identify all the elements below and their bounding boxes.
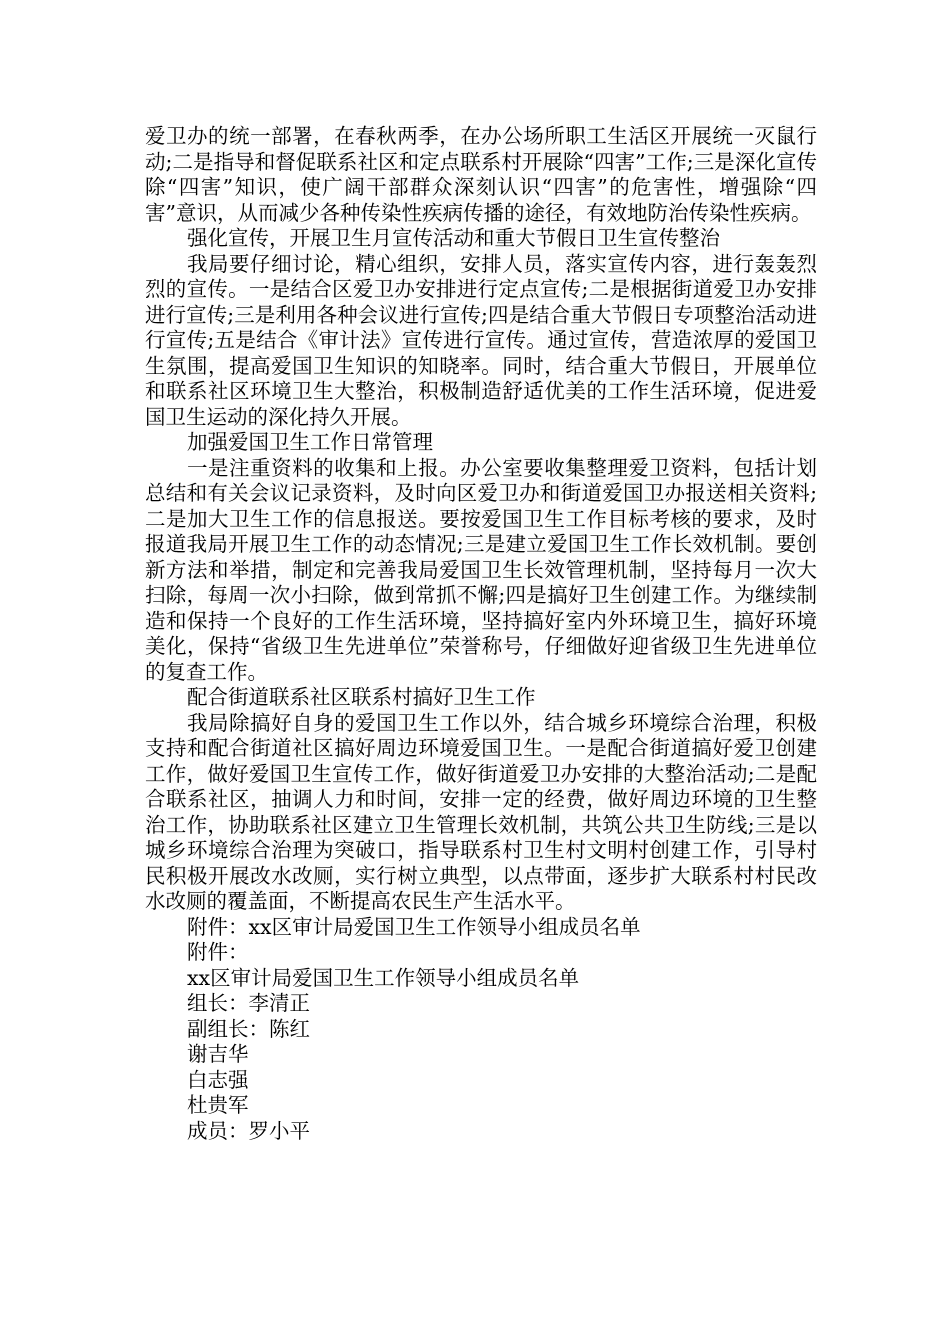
paragraph-daily-management: 一是注重资料的收集和上报。办公室要收集整理爱卫资料，包括计划总结和有关会议记录资料，及时向区爱卫办和街道爱国卫办报送相关资料;二是加大卫生工作的信息报送。要按爱国卫生工作目标考核的要求，及时报道我局开展卫生工作的动态情况;三是建立爱国卫生工作长效机制。要创新方法和举措，制定和完善我局爱国卫生长效管理机制，坚持每月一次大扫除，每周一次小扫除，做到常抓不懈;四是搞好卫生创建工作。为继续制造和保持一个良好的工作生活环境，坚持搞好室内外环境卫生，搞好环境美化，保持“省级卫生先进单位”荣誉称号，仔细做好迎省级卫生先进单位的复查工作。 bbox=[145, 455, 817, 684]
section-heading-daily-management: 加强爱国卫生工作日常管理 bbox=[187, 430, 433, 454]
attachment-title-line: 附件：xx区审计局爱国卫生工作领导小组成员名单 bbox=[187, 914, 641, 939]
paragraph-publicity: 我局要仔细讨论，精心组织，安排人员，落实宣传内容，进行轰轰烈烈的宣传。一是结合区爱卫办安排进行定点宣传;二是根据街道爱卫办安排进行宣传;三是利用各种会议进行宣传;四是结合重大节假日专项整治活动进行宣传;五是结合《审计法》宣传进行宣传。通过宣传，营造浓厚的爱国卫生氛围，提高爱国卫生知识的知晓率。同时，结合重大节假日，开展单位和联系社区环境卫生大整治，积极制造舒适优美的工作生活环境，促进爱国卫生运动的深化持久开展。 bbox=[145, 251, 817, 429]
attachment-block bbox=[145, 915, 817, 1145]
document-page bbox=[145, 124, 817, 1144]
deputy-leader-4: 杜贵军 bbox=[187, 1093, 249, 1117]
paragraph-continuation: 爱卫办的统一部署，在春秋两季，在办公场所职工生活区开展统一灭鼠行动;二是指导和督促联系社区和定点联系村开展除“四害”工作;三是深化宣传除“四害”知识，使广阔干部群众深刻认识“四害”的危害性，增强除“四害”意识，从而减少各种传染性疾病传播的途径，有效地防治传染性疾病。 bbox=[145, 124, 817, 225]
section-heading-community-cooperation: 配合街道联系社区联系村搞好卫生工作 bbox=[187, 685, 536, 709]
attachment-label: 附件： bbox=[187, 940, 249, 964]
section-heading-publicity: 强化宣传，开展卫生月宣传活动和重大节假日卫生宣传整治 bbox=[187, 226, 720, 250]
deputy-leader: 副组长：陈红 bbox=[187, 1016, 310, 1041]
member-list-title: xx区审计局爱国卫生工作领导小组成员名单 bbox=[187, 965, 580, 990]
deputy-leader-3: 白志强 bbox=[187, 1067, 249, 1092]
deputy-leader-2: 谢吉华 bbox=[187, 1042, 249, 1066]
member: 成员：罗小平 bbox=[187, 1118, 310, 1143]
paragraph-community-cooperation: 我局除搞好自身的爱国卫生工作以外，结合城乡环境综合治理，积极支持和配合街道社区搞好周边环境爱国卫生。一是配合街道搞好爱卫创建工作，做好爱国卫生宣传工作，做好街道爱卫办安排的大整治活动;二是配合联系社区，抽调人力和时间，安排一定的经费，做好周边环境的卫生整治工作，协助联系社区建立卫生管理长效机制，共筑公共卫生防线;三是以城乡环境综合治理为突破口，指导联系村卫生村文明村创建工作，引导村民积极开展改水改厕，实行树立典型，以点带面，逐步扩大联系村村民改水改厕的覆盖面，不断提高农民生产生活水平。 bbox=[145, 710, 817, 913]
group-leader: 组长：李清正 bbox=[187, 991, 310, 1015]
